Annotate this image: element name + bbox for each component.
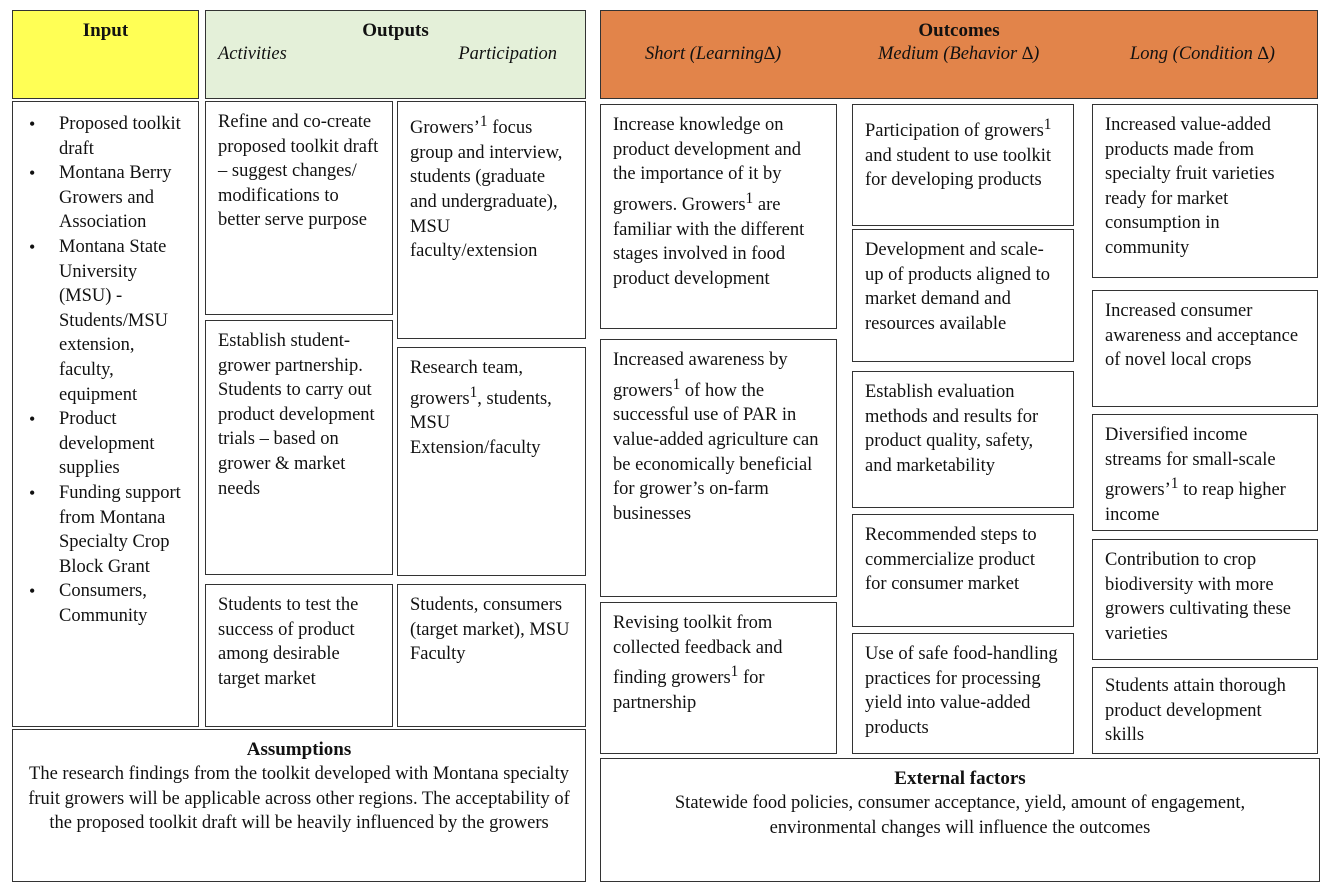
footnote-marker: 1 — [479, 113, 488, 130]
medium-term-label: Medium (Behavior ∆) — [878, 44, 1040, 64]
input-item: • Product development supplies — [59, 407, 186, 481]
long-outcome-box-2 — [1092, 290, 1318, 407]
external-factors-text: Statewide food policies, consumer acceptance, yield, amount of engagement, environmental changes will influence the outcomes — [674, 793, 1246, 838]
participation-text: Growers’ — [410, 118, 480, 139]
footnote-marker: 1 — [1043, 116, 1052, 133]
participation-box-1 — [397, 101, 586, 339]
input-item: • Montana Berry Growers and Association — [59, 161, 186, 235]
participation-label: Participation — [458, 44, 557, 64]
assumptions-box — [12, 729, 586, 882]
input-item: • Consumers, Community — [59, 579, 186, 628]
long-term-label: Long (Condition ∆) — [1130, 44, 1275, 64]
activity-box-1 — [205, 101, 393, 315]
medium-outcome-box-2 — [852, 229, 1074, 362]
footnote-marker: 1 — [469, 383, 478, 401]
assumptions-text: The research findings from the toolkit developed with Montana specialty fruit growers will be applicable across other regions. The acceptability of the proposed toolkit draft will be heavily influenced by the growers — [28, 764, 570, 834]
outcome-text: Recommended steps to commercialize product for consumer market — [865, 525, 1037, 595]
outcome-text-cont: and student to use toolkit for developing products — [865, 145, 1052, 191]
external-factors-box — [600, 758, 1320, 882]
activity-box-2 — [205, 320, 393, 575]
input-item: • Montana State University (MSU) - Students/MSU extension, faculty, equipment — [59, 235, 186, 407]
input-list-box — [12, 101, 199, 727]
input-item: • Funding support from Montana Specialty Crop Block Grant — [59, 481, 186, 579]
long-outcome-box-5 — [1092, 667, 1318, 754]
activity-text: Refine and co-create proposed toolkit draft – suggest changes/ modifications to better serve purpose — [218, 112, 379, 231]
long-outcome-box-4 — [1092, 539, 1318, 660]
outcome-text: Revising toolkit from collected feedback and finding growers — [613, 613, 783, 689]
input-header — [12, 10, 199, 99]
input-list — [25, 112, 186, 628]
footnote-marker: 1 — [1170, 475, 1179, 493]
outcome-text-cont: of how the successful use of PAR in value-added agriculture can be economically beneficial for grower’s on-farm businesses — [613, 380, 819, 524]
medium-outcome-box-4 — [852, 514, 1074, 627]
outputs-header — [205, 10, 586, 99]
activity-box-3 — [205, 584, 393, 727]
outcome-text: Participation of growers — [865, 121, 1044, 142]
short-outcome-box-2 — [600, 339, 837, 597]
input-header-label: Input — [82, 20, 129, 41]
short-outcome-box-1 — [600, 104, 837, 329]
outcomes-header — [600, 10, 1318, 99]
footnote-marker: 1 — [672, 375, 681, 393]
assumptions-title: Assumptions — [246, 739, 352, 760]
participation-text-cont: focus group and interview, students (graduate and undergraduate), MSU faculty/extension — [410, 118, 563, 262]
activity-text: Students to test the success of product among desirable target market — [218, 595, 359, 689]
outcome-text: Establish evaluation methods and results for product quality, safety, and marketability — [865, 382, 1039, 476]
outcome-text: Use of safe food-handling practices for processing yield into value-added products — [865, 644, 1058, 738]
external-factors-title: External factors — [894, 768, 1026, 789]
footnote-marker: 1 — [745, 189, 754, 207]
long-outcome-box-1 — [1092, 104, 1318, 278]
long-outcome-box-3 — [1092, 414, 1318, 531]
outcome-text: Diversified income streams for small-scale growers’ — [1105, 425, 1276, 501]
participation-box-3 — [397, 584, 586, 727]
outcome-text: Contribution to crop biodiversity with more growers cultivating these varieties — [1105, 550, 1291, 644]
participation-text: Research team, growers — [410, 358, 523, 409]
outcome-text: Increased value-added products made from specialty fruit varieties ready for market consumption in community — [1105, 115, 1275, 258]
short-outcome-box-3 — [600, 602, 837, 754]
activities-label: Activities — [218, 44, 287, 64]
medium-outcome-box-1 — [852, 104, 1074, 226]
short-term-label: Short (Learning∆) — [645, 44, 782, 64]
outcome-text-cont: to reap higher income — [1105, 480, 1286, 525]
participation-box-2 — [397, 347, 586, 576]
outputs-header-label: Outputs — [362, 20, 429, 41]
input-item: • Proposed toolkit draft — [59, 112, 186, 161]
outcomes-header-label: Outcomes — [918, 20, 1000, 41]
outcome-text: Development and scale-up of products aligned to market demand and resources available — [865, 240, 1050, 334]
outcome-text: Increased awareness by growers — [613, 350, 788, 401]
outcome-text: Increased consumer awareness and acceptance of novel local crops — [1105, 301, 1299, 371]
outcome-text: Students attain thorough product development skills — [1105, 676, 1286, 746]
outcome-text-cont: for partnership — [613, 668, 765, 713]
medium-outcome-box-3 — [852, 371, 1074, 508]
outcome-text-cont: are familiar with the different stages involved in food product development — [613, 194, 805, 289]
medium-outcome-box-5 — [852, 633, 1074, 754]
participation-text-cont: , students, MSU Extension/faculty — [410, 388, 552, 458]
outcome-text: Increase knowledge on product development and the importance of it by growers. Growers — [613, 115, 802, 215]
footnote-marker: 1 — [730, 663, 739, 681]
participation-text: Students, consumers (target market), MSU Faculty — [410, 595, 570, 665]
activity-text: Establish student-grower partnership. Students to carry out product development trials – based on grower & market needs — [218, 331, 375, 499]
